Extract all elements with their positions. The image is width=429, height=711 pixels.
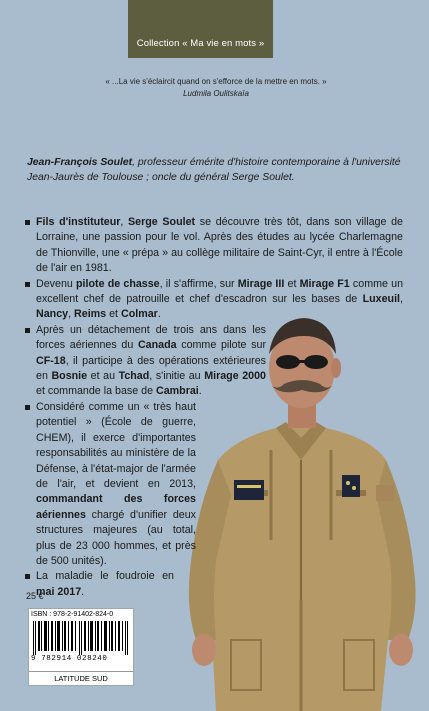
text-run: , s'initie au (149, 370, 205, 383)
bold-phrase: CF-18 (36, 354, 66, 367)
text-run: . (198, 385, 202, 398)
bold-phrase: Canada (137, 339, 177, 352)
barcode-icon (33, 621, 129, 655)
text-run: , (120, 216, 129, 228)
text-run: et (284, 277, 300, 290)
bold-phrase: commandant des forces aériennes (36, 493, 196, 521)
bold-phrase: Nancy (36, 308, 69, 321)
collection-banner (128, 0, 273, 58)
bold-phrase: Luxeuil (362, 293, 401, 306)
publisher-name: LATITUDE SUD (29, 671, 133, 683)
text-run: , il participe à des opérations extérieures en (36, 354, 266, 383)
bold-phrase: pilote de chasse (76, 277, 160, 290)
text-run: se découvre très tôt, dans son village de Lorraine, une passion pour le vol. Après des études au lycée Charlemagne de Thionville, une « prépa » au collège militaire de Saint-Cyr, il entre à l'École de l'air en 1981. (36, 216, 403, 275)
text-run: Après un détachement de trois ans dans les forces aériennes du (36, 323, 266, 352)
text-run: , (68, 308, 75, 321)
bold-phrase: Fils d'instituteur (36, 216, 121, 228)
bullet-3 (25, 323, 266, 400)
bullet-2 (25, 277, 403, 323)
text-run: , (400, 293, 403, 306)
bullet-4 (25, 400, 196, 569)
text-run: comme un excellent chef de patrouille et chef d'escadron sur les bases de (36, 277, 404, 306)
text-run: et au (87, 370, 119, 383)
text-run: . (81, 585, 85, 598)
text-run: et commande la base de (36, 385, 157, 398)
author-description (27, 155, 412, 185)
text-run: Considéré comme un « très haut potentiel » (École de guerre, CHEM), il exerce d'importantes responsabilités au ministère de la Défense, à l'état-major de l'armée de l'air, et devient en 2013, (36, 400, 196, 490)
text-run: La maladie le foudroie en (36, 570, 174, 583)
text-run: et (106, 308, 121, 321)
bullet-1 (25, 215, 403, 277)
price: 25 € (26, 591, 44, 601)
author-name: Jean-François Soulet (27, 157, 133, 168)
bold-phrase: Mirage III (237, 277, 285, 290)
epigraph (76, 76, 356, 100)
bold-phrase: Colmar (121, 308, 158, 321)
text-run: chargé d'unifier deux structures majeures (au total, plus de 23 000 hommes, et près de 500 unités). (36, 508, 196, 567)
author-bio: , professeur émérite d'histoire contemporaine à l'université Jean-Jaurès de Toulouse ; oncle du général Serge Soulet. (27, 157, 401, 183)
bold-phrase: Tchad (118, 370, 150, 383)
epigraph-quote: « ...La vie s'éclaircit quand on s'efforce de la mettre en mots. » (105, 77, 327, 86)
isbn-label: ISBN : 978-2-91402-824-0 (31, 611, 114, 618)
barcode-box (28, 608, 134, 686)
bold-phrase: Cambrai (156, 385, 199, 398)
bold-phrase: mai 2017 (36, 585, 82, 598)
bold-phrase: Bosnie (51, 370, 88, 383)
text-run: , il s'affirme, sur (159, 277, 238, 290)
bold-phrase: Serge Soulet (128, 216, 196, 228)
bold-phrase: Mirage 2000 (204, 370, 266, 383)
text-run: comme pilote sur (176, 339, 267, 352)
text-run: . (157, 308, 161, 321)
barcode-digits: 9 782914 028240 (31, 655, 108, 663)
text-run: Devenu (36, 277, 77, 290)
bullet-5 (25, 569, 174, 600)
bold-phrase: Mirage F1 (299, 277, 350, 290)
bold-phrase: Reims (74, 308, 107, 321)
bio-bullets (25, 215, 403, 600)
epigraph-author: Ludmila Oulitskaïa (183, 89, 249, 98)
collection-label: Collection « Ma vie en mots » (136, 38, 265, 49)
